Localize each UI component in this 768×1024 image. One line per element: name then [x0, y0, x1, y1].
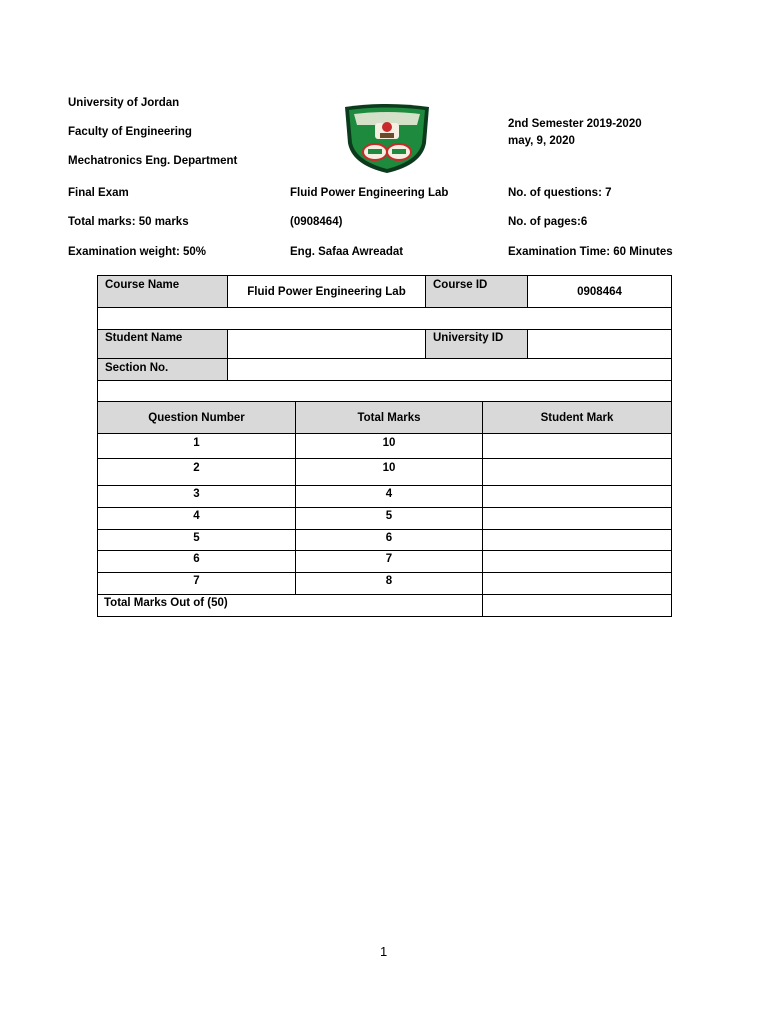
table-row [98, 573, 672, 595]
question-total-marks: 4 [296, 486, 483, 508]
question-total-marks: 10 [296, 459, 483, 486]
university-id-label: University ID [426, 330, 528, 359]
course-name-label: Course Name [98, 276, 228, 308]
university-name: University of Jordan [68, 97, 180, 109]
university-id-field[interactable] [528, 330, 672, 359]
course-code: (0908464) [290, 216, 343, 228]
exam-type: Final Exam [68, 187, 129, 199]
total-student-mark-field[interactable] [483, 595, 672, 617]
student-mark-header: Student Mark [483, 402, 672, 434]
question-number: 6 [98, 551, 296, 573]
question-total-marks: 6 [296, 530, 483, 551]
exam-weight: Examination weight: 50% [68, 246, 207, 258]
question-number: 2 [98, 459, 296, 486]
student-mark-field[interactable] [483, 486, 672, 508]
course-name-value: Fluid Power Engineering Lab [228, 276, 426, 308]
spacer-row [98, 308, 672, 330]
table-row [98, 459, 672, 486]
number-of-questions: No. of questions: 7 [508, 187, 612, 199]
course-title: Fluid Power Engineering Lab [290, 187, 449, 199]
spacer-row [98, 381, 672, 402]
student-mark-field[interactable] [483, 508, 672, 530]
section-number-label: Section No. [98, 359, 228, 381]
question-number: 3 [98, 486, 296, 508]
question-number: 4 [98, 508, 296, 530]
student-name-label: Student Name [98, 330, 228, 359]
university-logo [342, 103, 432, 175]
table-row [98, 551, 672, 573]
exam-time: Examination Time: 60 Minutes [508, 246, 673, 258]
course-id-label: Course ID [426, 276, 528, 308]
table-row [98, 508, 672, 530]
question-number: 1 [98, 434, 296, 459]
section-number-field[interactable] [228, 359, 672, 381]
table-row [98, 530, 672, 551]
question-total-marks: 10 [296, 434, 483, 459]
department-name: Mechatronics Eng. Department [68, 155, 238, 167]
student-mark-field[interactable] [483, 551, 672, 573]
question-total-marks: 5 [296, 508, 483, 530]
student-info-table [97, 275, 672, 402]
number-of-pages: No. of pages:6 [508, 216, 588, 228]
question-number: 5 [98, 530, 296, 551]
marks-table [97, 401, 672, 617]
total-marks-header: Total Marks [296, 402, 483, 434]
total-marks: Total marks: 50 marks [68, 216, 189, 228]
exam-date: may, 9, 2020 [508, 135, 575, 147]
question-total-marks: 7 [296, 551, 483, 573]
table-row [98, 486, 672, 508]
student-mark-field[interactable] [483, 434, 672, 459]
instructor-name: Eng. Safaa Awreadat [290, 246, 404, 258]
page-number: 1 [380, 944, 388, 959]
question-total-marks: 8 [296, 573, 483, 595]
student-mark-field[interactable] [483, 459, 672, 486]
student-name-field[interactable] [228, 330, 426, 359]
student-mark-field[interactable] [483, 573, 672, 595]
semester: 2nd Semester 2019-2020 [508, 118, 642, 130]
course-id-value: 0908464 [528, 276, 672, 308]
total-marks-out-of-label: Total Marks Out of (50) [98, 595, 483, 617]
crest-icon [342, 103, 432, 175]
question-number: 7 [98, 573, 296, 595]
student-mark-field[interactable] [483, 530, 672, 551]
faculty-name: Faculty of Engineering [68, 126, 192, 138]
table-row [98, 434, 672, 459]
question-number-header: Question Number [98, 402, 296, 434]
